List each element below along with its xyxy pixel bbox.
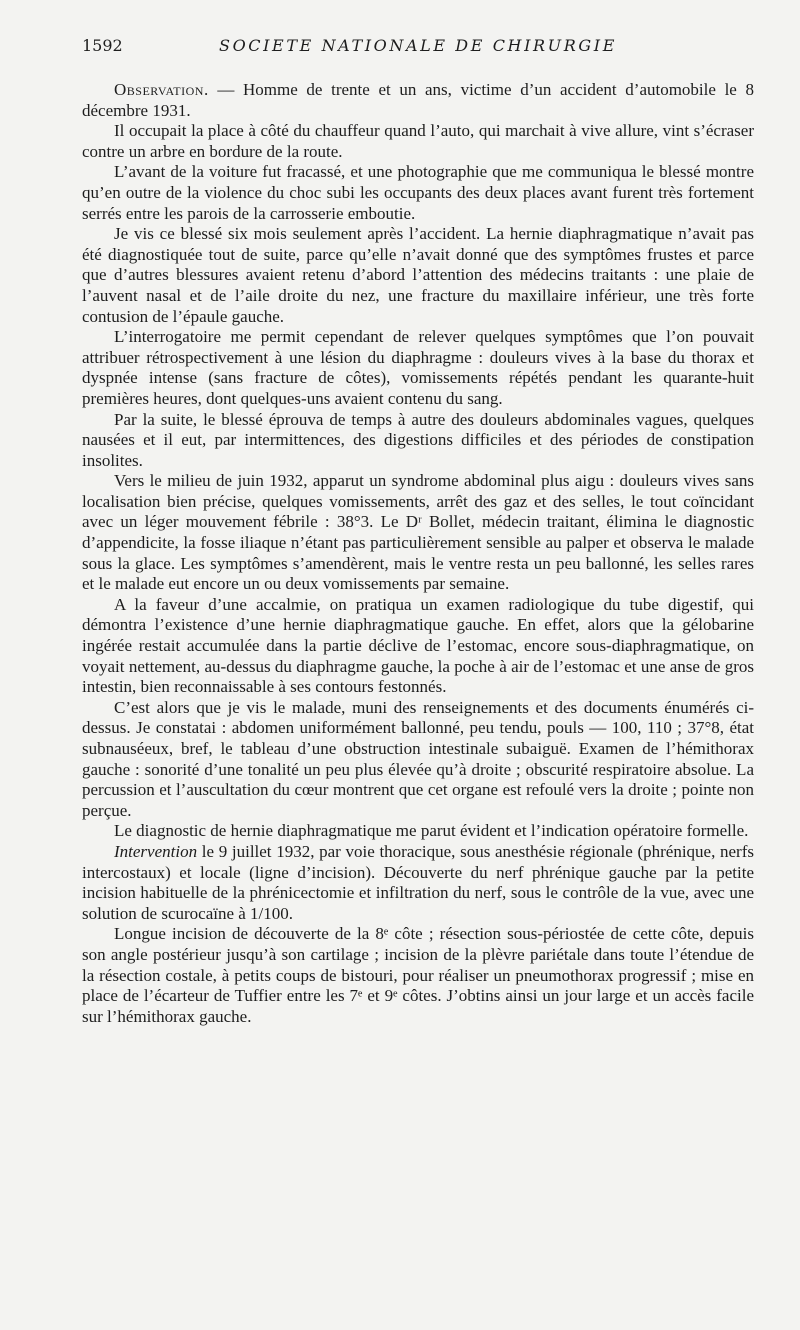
paragraph: Vers le milieu de juin 1932, apparut un syndrome abdominal plus aigu : douleurs vives sans localisation bien précise, quelques vomissements, arrêt des gaz et des selles, le tout coïncidant avec un léger mouvement fébrile : 38°3. Le Dʳ Bollet, médecin traitant, élimina le diagnostic d’appendicite, la fosse iliaque n’étant pas particulièrement sensible au palper et observa le malade sous la glace. Les symptômes s’amendèrent, mais le ventre resta un peu ballonné, les selles rares et le malade eut encore un ou deux vomissements par semaine. xyxy=(82,471,754,594)
paragraph: A la faveur d’une accalmie, on pratiqua un examen radiologique du tube digestif, qui démontra l’existence d’une hernie diaphragmatique gauche. En effet, alors que la gélobarine ingérée restait accumulée dans la partie déclive de l’estomac, encore sous-diaphragmatique, on voyait nettement, au-dessus du diaphragme gauche, la poche à air de l’estomac et une anse de gros intestin, bien reconnaissable à ses contours festonnés. xyxy=(82,594,754,697)
running-title: SOCIETE NATIONALE DE CHIRURGIE xyxy=(219,36,617,55)
paragraph: L’interrogatoire me permit cependant de relever quelques symptômes que l’on pouvait attribuer rétrospectivement à une lésion du diaphragme : douleurs vives à la base du thorax et dyspnée intense (sans fracture de côtes), vomissements répétés pendant les quarante-huit premières heures, dont quelques-uns avaient contenu du sang. xyxy=(82,327,754,408)
paragraph-text: — Homme de trente et un ans, victime d’un accident d’automobile le 8 décembre 1931. xyxy=(82,80,754,120)
page-number: 1592 xyxy=(82,36,123,55)
paragraph: Il occupait la place à côté du chauffeur quand l’auto, qui marchait à vive allure, vint s’écraser contre un arbre en bordure de la route. xyxy=(82,121,754,161)
paragraph: L’avant de la voiture fut fracassé, et une photographie que me communiqua le blessé montre qu’en outre de la violence du choc subi les occupants des deux places avant furent très fortement serrés entre les parois de la carrosserie emboutie. xyxy=(82,162,754,223)
section-lead: Intervention xyxy=(114,841,198,861)
paragraph: Longue incision de découverte de la 8ᵉ côte ; résection sous-périostée de cette côte, depuis son angle postérieur jusqu’à son cartilage ; incision de la plèvre pariétale dans toute l’étendue de la résection costale, à petits coups de bistouri, pour réaliser un pneumothorax progressif ; mise en place de l’écarteur de Tuffier entre les 7ᵉ et 9ᵉ côtes. J’obtins ainsi un jour large et un accès facile sur l’hémithorax gauche. xyxy=(82,924,754,1026)
paragraph: C’est alors que je vis le malade, muni des renseignements et des documents énumérés ci-dessus. Je constatai : abdomen uniformément ballonné, peu tendu, pouls — 100, 110 ; 37°8, état subnauséeux, bref, le tableau d’une obstruction intestinale subaiguë. Examen de l’hémithorax gauche : sonorité d’une tonalité un peu plus élevée qu’à droite ; obscurité respiratoire absolue. La percussion et l’auscultation du cœur montrent que cet organe est refoulé vers la droite ; pointe non perçue. xyxy=(82,697,754,820)
paragraph-text: le 9 juillet 1932, par voie thoracique, sous anesthésie régionale (phrénique, nerfs intercostaux) et locale (ligne d’incision). Découverte du nerf phrénique gauche par la petite incision habituelle de la phrénicectomie et infiltration du nerf, sous le contrôle de la vue, avec une solution de scurocaïne à 1/100. xyxy=(82,841,754,923)
paragraph: Je vis ce blessé six mois seulement après l’accident. La hernie diaphragmatique n’avait pas été diagnostiquée tout de suite, parce qu’elle n’avait donné que des symptômes frustes et parce que d’autres blessures avaient retenu d’abord l’attention des médecins traitants : une plaie de l’auvent nasal et de l’aile droite du nez, une fracture du maxillaire inférieur, une très forte contusion de l’épaule gauche. xyxy=(82,224,754,326)
section-lead: Observation. xyxy=(114,80,209,99)
page-header xyxy=(82,36,754,60)
body-text xyxy=(82,80,754,1027)
paragraph: Par la suite, le blessé éprouva de temps à autre des douleurs abdominales vagues, quelques nausées et il eut, par intermittences, des digestions difficiles et des périodes de constipation insolites. xyxy=(82,409,754,470)
paragraph: Le diagnostic de hernie diaphragmatique me parut évident et l’indication opératoire formelle. xyxy=(114,821,749,841)
paragraph xyxy=(82,842,754,924)
paragraph xyxy=(82,80,754,121)
